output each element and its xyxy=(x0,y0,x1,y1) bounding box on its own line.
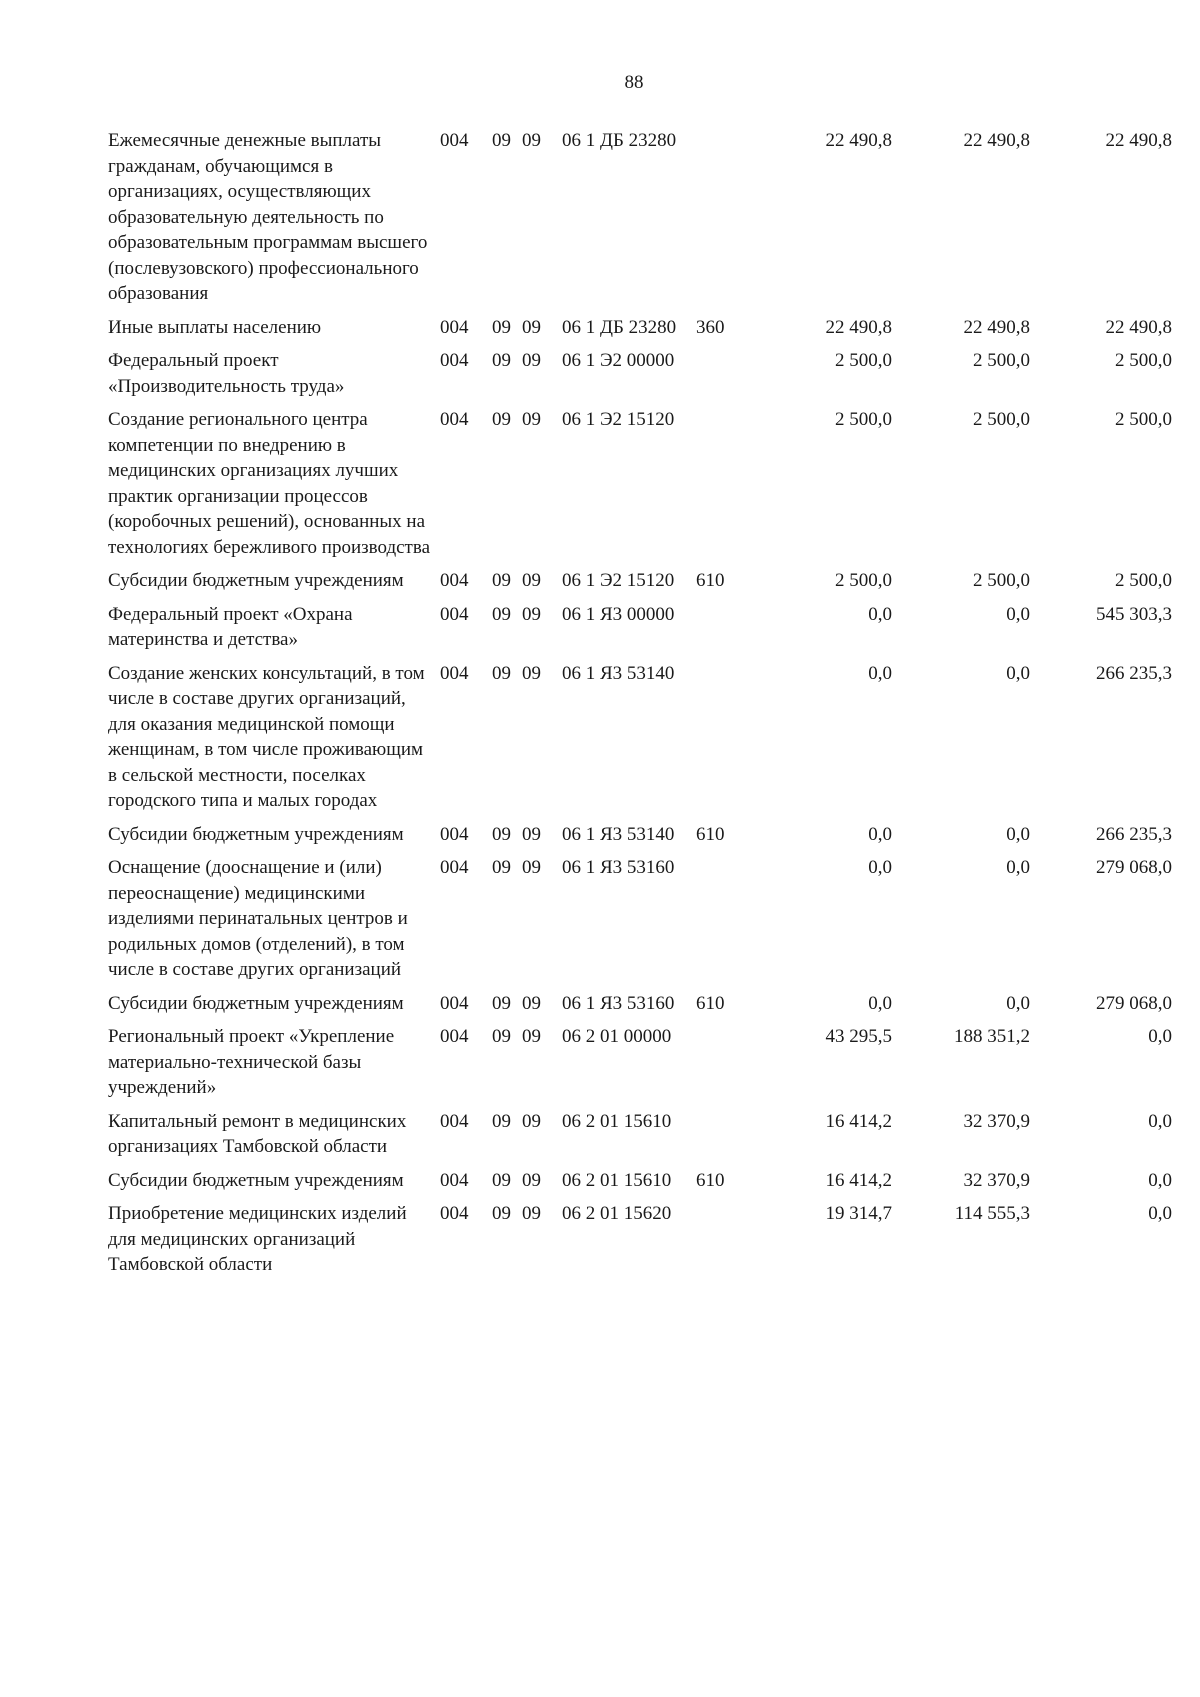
amount-year3-cell: 279 068,0 xyxy=(1096,857,1172,878)
amount-year3-cell: 2 500,0 xyxy=(1115,570,1172,591)
amount-year1-cell: 0,0 xyxy=(868,992,892,1014)
table-row xyxy=(108,991,1172,1025)
amount-year2-cell: 0,0 xyxy=(1006,603,1030,625)
expense-type-cell xyxy=(696,855,750,991)
subsection-code-cell: 09 xyxy=(522,1169,541,1191)
row-name-cell: Ежемесячные денежные выплаты гражданам, обучающимся в организациях, осуществляющих образовательную деятельность по образовательным программам высшего (послевузовского) профессионального образования xyxy=(108,130,428,304)
expense-type-cell xyxy=(696,1201,750,1286)
target-article-cell: 06 2 01 15610 xyxy=(562,1169,672,1191)
section-code-cell: 09 xyxy=(492,992,511,1014)
table-row xyxy=(108,315,1172,349)
admin-code-cell: 004 xyxy=(440,1026,469,1047)
target-article-cell: 06 1 ДБ 23280 xyxy=(562,316,677,338)
expense-type-cell xyxy=(696,602,750,661)
section-code-cell: 09 xyxy=(492,662,511,684)
target-article-cell: 06 2 01 00000 xyxy=(562,1026,672,1047)
expense-type-cell xyxy=(696,407,750,568)
amount-year1-cell: 43 295,5 xyxy=(825,1026,892,1047)
expense-type-cell: 610 xyxy=(696,823,725,845)
subsection-code-cell: 09 xyxy=(522,130,541,151)
table-row xyxy=(108,661,1172,822)
row-name-cell: Субсидии бюджетным учреждениям xyxy=(108,570,404,591)
amount-year1-cell: 16 414,2 xyxy=(825,1169,892,1191)
amount-year3-cell: 279 068,0 xyxy=(1096,992,1172,1014)
amount-year1-cell: 19 314,7 xyxy=(825,1203,892,1224)
amount-year1-cell: 22 490,8 xyxy=(825,130,892,151)
admin-code-cell: 004 xyxy=(440,316,469,338)
subsection-code-cell: 09 xyxy=(522,1110,541,1132)
table-row xyxy=(108,1109,1172,1168)
amount-year3-cell: 0,0 xyxy=(1148,1110,1172,1132)
expense-type-cell xyxy=(696,128,750,315)
amount-year3-cell: 0,0 xyxy=(1148,1169,1172,1191)
target-article-cell: 06 1 Я3 53160 xyxy=(562,992,675,1014)
section-code-cell: 09 xyxy=(492,1169,511,1191)
subsection-code-cell: 09 xyxy=(522,1203,541,1224)
row-name-cell: Региональный проект «Укрепление материально-технической базы учреждений» xyxy=(108,1026,395,1098)
amount-year1-cell: 16 414,2 xyxy=(825,1110,892,1132)
table-row xyxy=(108,348,1172,407)
target-article-cell: 06 2 01 15620 xyxy=(562,1203,672,1224)
section-code-cell: 09 xyxy=(492,603,511,625)
row-name-cell: Приобретение медицинских изделий для медицинских организаций Тамбовской области xyxy=(108,1203,407,1275)
section-code-cell: 09 xyxy=(492,1203,511,1224)
amount-year3-cell: 2 500,0 xyxy=(1115,350,1172,371)
amount-year2-cell: 2 500,0 xyxy=(973,350,1030,371)
amount-year1-cell: 0,0 xyxy=(868,603,892,625)
admin-code-cell: 004 xyxy=(440,992,469,1014)
subsection-code-cell: 09 xyxy=(522,662,541,684)
row-name-cell: Иные выплаты населению xyxy=(108,316,322,338)
table-row xyxy=(108,128,1172,315)
admin-code-cell: 004 xyxy=(440,823,469,845)
subsection-code-cell: 09 xyxy=(522,992,541,1014)
expense-type-cell xyxy=(696,1024,750,1109)
amount-year2-cell: 0,0 xyxy=(1006,857,1030,878)
target-article-cell: 06 2 01 15610 xyxy=(562,1110,672,1132)
amount-year1-cell: 2 500,0 xyxy=(835,409,892,430)
admin-code-cell: 004 xyxy=(440,603,469,625)
amount-year2-cell: 0,0 xyxy=(1006,823,1030,845)
expense-type-cell xyxy=(696,1109,750,1168)
amount-year2-cell: 188 351,2 xyxy=(954,1026,1030,1047)
section-code-cell: 09 xyxy=(492,823,511,845)
section-code-cell: 09 xyxy=(492,130,511,151)
amount-year1-cell: 0,0 xyxy=(868,857,892,878)
admin-code-cell: 004 xyxy=(440,570,469,591)
target-article-cell: 06 1 ДБ 23280 xyxy=(562,130,677,151)
table-row xyxy=(108,1201,1172,1286)
amount-year2-cell: 0,0 xyxy=(1006,662,1030,684)
row-name-cell: Субсидии бюджетным учреждениям xyxy=(108,992,404,1014)
page-number: 88 xyxy=(624,72,644,93)
admin-code-cell: 004 xyxy=(440,350,469,371)
admin-code-cell: 004 xyxy=(440,409,469,430)
budget-table xyxy=(108,128,1172,1286)
subsection-code-cell: 09 xyxy=(522,350,541,371)
amount-year3-cell: 545 303,3 xyxy=(1096,603,1172,625)
admin-code-cell: 004 xyxy=(440,1169,469,1191)
admin-code-cell: 004 xyxy=(440,662,469,684)
admin-code-cell: 004 xyxy=(440,1203,469,1224)
amount-year3-cell: 22 490,8 xyxy=(1105,316,1172,338)
table-row xyxy=(108,1168,1172,1202)
amount-year2-cell: 114 555,3 xyxy=(954,1203,1030,1224)
amount-year3-cell: 0,0 xyxy=(1148,1203,1172,1224)
table-row xyxy=(108,568,1172,602)
row-name-cell: Капитальный ремонт в медицинских организациях Тамбовской области xyxy=(108,1110,407,1157)
expense-type-cell: 610 xyxy=(696,1169,725,1191)
amount-year3-cell: 2 500,0 xyxy=(1115,409,1172,430)
amount-year2-cell: 2 500,0 xyxy=(973,409,1030,430)
section-code-cell: 09 xyxy=(492,570,511,591)
expense-type-cell xyxy=(696,661,750,822)
amount-year1-cell: 22 490,8 xyxy=(825,316,892,338)
target-article-cell: 06 1 Я3 53140 xyxy=(562,662,675,684)
expense-type-cell: 360 xyxy=(696,316,725,338)
section-code-cell: 09 xyxy=(492,857,511,878)
table-row xyxy=(108,1024,1172,1109)
amount-year2-cell: 32 370,9 xyxy=(963,1110,1030,1132)
amount-year3-cell: 266 235,3 xyxy=(1096,823,1172,845)
amount-year1-cell: 2 500,0 xyxy=(835,350,892,371)
target-article-cell: 06 1 Э2 00000 xyxy=(562,350,675,371)
admin-code-cell: 004 xyxy=(440,857,469,878)
section-code-cell: 09 xyxy=(492,409,511,430)
table-row xyxy=(108,855,1172,991)
subsection-code-cell: 09 xyxy=(522,857,541,878)
amount-year3-cell: 0,0 xyxy=(1148,1026,1172,1047)
table-row xyxy=(108,822,1172,856)
target-article-cell: 06 1 Я3 00000 xyxy=(562,603,675,625)
table-row xyxy=(108,407,1172,568)
amount-year2-cell: 2 500,0 xyxy=(973,570,1030,591)
target-article-cell: 06 1 Я3 53160 xyxy=(562,857,675,878)
amount-year3-cell: 22 490,8 xyxy=(1105,130,1172,151)
target-article-cell: 06 1 Э2 15120 xyxy=(562,570,675,591)
expense-type-cell xyxy=(696,348,750,407)
amount-year1-cell: 0,0 xyxy=(868,662,892,684)
row-name-cell: Создание женских консультаций, в том числе в составе других организаций, для оказания медицинской помощи женщинам, в том числе проживающим в сельской местности, поселках городского типа и малых городах xyxy=(108,662,425,811)
target-article-cell: 06 1 Я3 53140 xyxy=(562,823,675,845)
subsection-code-cell: 09 xyxy=(522,316,541,338)
expense-type-cell: 610 xyxy=(696,992,725,1014)
amount-year3-cell: 266 235,3 xyxy=(1096,662,1172,684)
subsection-code-cell: 09 xyxy=(522,570,541,591)
admin-code-cell: 004 xyxy=(440,130,469,151)
expense-type-cell: 610 xyxy=(696,570,725,591)
section-code-cell: 09 xyxy=(492,1110,511,1132)
row-name-cell: Субсидии бюджетным учреждениям xyxy=(108,823,404,845)
row-name-cell: Федеральный проект «Охрана материнства и детства» xyxy=(108,603,353,650)
subsection-code-cell: 09 xyxy=(522,823,541,845)
table-row xyxy=(108,602,1172,661)
row-name-cell: Оснащение (дооснащение и (или) переоснащение) медицинскими изделиями перинатальных центров и родильных домов (отделений), в том числе в составе других организаций xyxy=(108,857,408,980)
subsection-code-cell: 09 xyxy=(522,1026,541,1047)
table-body xyxy=(108,128,1172,1286)
amount-year2-cell: 22 490,8 xyxy=(963,130,1030,151)
subsection-code-cell: 09 xyxy=(522,603,541,625)
section-code-cell: 09 xyxy=(492,350,511,371)
amount-year1-cell: 0,0 xyxy=(868,823,892,845)
row-name-cell: Субсидии бюджетным учреждениям xyxy=(108,1169,404,1191)
row-name-cell: Федеральный проект «Производительность труда» xyxy=(108,350,345,397)
amount-year2-cell: 22 490,8 xyxy=(963,316,1030,338)
amount-year2-cell: 0,0 xyxy=(1006,992,1030,1014)
row-name-cell: Создание регионального центра компетенции по внедрению в медицинских организациях лучших практик организации процессов (коробочных решений), основанных на технологиях бережливого производства xyxy=(108,409,430,558)
amount-year1-cell: 2 500,0 xyxy=(835,570,892,591)
section-code-cell: 09 xyxy=(492,1026,511,1047)
admin-code-cell: 004 xyxy=(440,1110,469,1132)
subsection-code-cell: 09 xyxy=(522,409,541,430)
amount-year2-cell: 32 370,9 xyxy=(963,1169,1030,1191)
section-code-cell: 09 xyxy=(492,316,511,338)
target-article-cell: 06 1 Э2 15120 xyxy=(562,409,675,430)
